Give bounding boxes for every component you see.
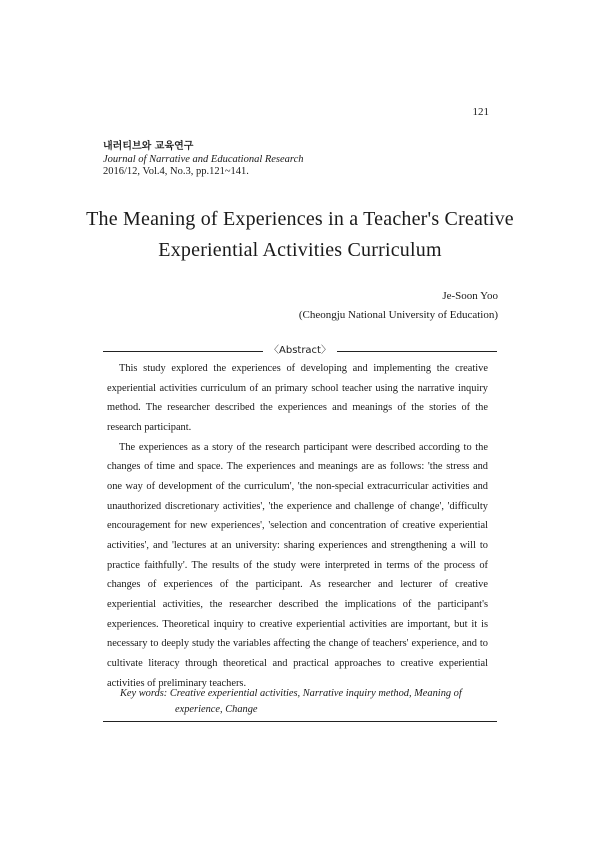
journal-volume-info: 2016/12, Vol.4, No.3, pp.121~141. bbox=[103, 166, 249, 177]
page-number: 121 bbox=[472, 106, 489, 118]
paper-title bbox=[60, 204, 540, 266]
keywords bbox=[120, 686, 495, 718]
journal-english-name: Journal of Narrative and Educational Research bbox=[103, 153, 304, 165]
keywords-line-1: Key words: Creative experiential activities, Narrative inquiry method, Meaning of bbox=[120, 688, 462, 699]
bottom-divider bbox=[103, 721, 497, 722]
abstract-body bbox=[107, 359, 488, 693]
abstract-paragraph-2: The experiences as a story of the research participant were described according to the changes of time and space. The experiences and meanings are as follows: 'the stress and one way of development of the curriculum', 'the non-special extracurricular activities and unauthorized discretionary activities', 'the experience and challenge of change', 'difficulty encouragement for new experiences', 'selection and concentration of creative experiential activities', and 'lectures at an university: sharing experiences and strengthening a will to practice faithfully'. The results of the study were interpreted in terms of the process of changes of experiences of the participant. As researcher and lecturer of creative experiential activities, the researcher described the implications of the participant's experiences. Theoretical inquiry to creative experiential activities are important, but it is necessary to deeply study the variables affecting the change of teachers' experience, and to cultivate literacy through theoretical and practical approaches to creative experiential activities of preliminary teachers. bbox=[107, 441, 488, 689]
journal-korean-name: 내러티브와 교육연구 bbox=[103, 141, 194, 152]
abstract-rule-right bbox=[337, 351, 497, 352]
paper-title-line-2: Experiential Activities Curriculum bbox=[158, 239, 442, 261]
abstract-heading bbox=[103, 344, 497, 358]
author-affiliation: (Cheongju National University of Education) bbox=[298, 309, 498, 321]
journal-header bbox=[103, 141, 304, 179]
paper-title-line-1: The Meaning of Experiences in a Teacher's Creative bbox=[86, 208, 514, 230]
abstract-paragraph-1: This study explored the experiences of developing and implementing the creative experiential activities curriculum of an primary school teacher using the narrative inquiry method. The researcher described the experiences and meanings of the stories of the research participant. bbox=[107, 363, 488, 433]
author-name: Je-Soon Yoo bbox=[442, 290, 498, 302]
abstract-heading-label: 〈Abstract〉 bbox=[269, 345, 331, 356]
author-block bbox=[299, 287, 498, 325]
keywords-line-2: experience, Change bbox=[175, 704, 258, 715]
